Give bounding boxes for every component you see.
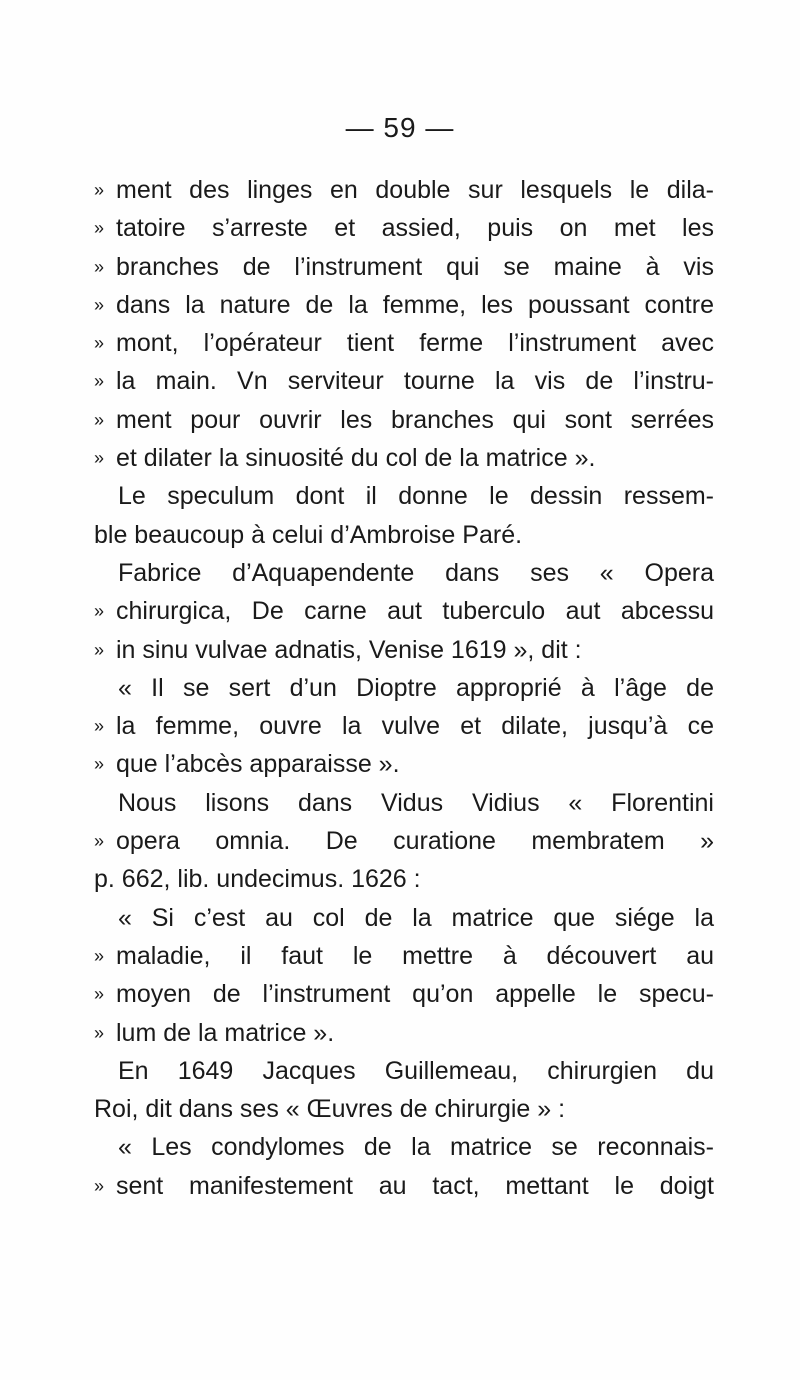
text-line xyxy=(94,1052,714,1090)
line-text: Nous lisons dans Vidus Vidius « Florentini xyxy=(118,788,714,817)
text-line xyxy=(94,784,714,822)
quote-mark: » xyxy=(94,831,105,852)
line-text: « Si c’est au col de la matrice que siége la xyxy=(118,903,714,932)
quote-mark: » xyxy=(94,294,105,315)
quote-mark: » xyxy=(94,180,105,200)
body-text xyxy=(94,171,714,1205)
quote-mark: » xyxy=(94,371,105,392)
quote-mark: » xyxy=(94,409,105,430)
quote-mark: » xyxy=(94,639,105,660)
quote-mark: » xyxy=(94,984,105,1005)
line-text: ment pour ouvrir les branches qui sont serrées xyxy=(116,405,714,434)
line-text: Fabrice d’Aquapendente dans ses « Opera xyxy=(118,558,714,587)
quote-mark: » xyxy=(94,256,105,277)
text-line xyxy=(94,1090,714,1128)
line-text: En 1649 Jacques Guillemeau, chirurgien du xyxy=(118,1056,714,1085)
text-line xyxy=(94,248,714,286)
text-line xyxy=(94,516,714,554)
line-text: p. 662, lib. undecimus. 1626 : xyxy=(94,865,421,894)
line-text: lum de la matrice ». xyxy=(116,1018,335,1047)
line-text: la femme, ouvre la vulve et dilate, jusqu’à ce xyxy=(116,712,714,741)
line-text: chirurgica, De carne aut tuberculo aut abcessu xyxy=(116,597,714,626)
text-line xyxy=(94,324,714,362)
line-text: « Les condylomes de la matrice se reconnais- xyxy=(118,1133,714,1162)
text-line xyxy=(94,554,714,592)
text-line xyxy=(94,439,714,477)
line-text: opera omnia. De curatione membratem » xyxy=(116,827,714,856)
page-number: — 59 — xyxy=(345,112,455,143)
line-text: in sinu vulvae adnatis, Venise 1619 », dit : xyxy=(116,635,582,664)
text-line xyxy=(94,362,714,400)
line-text: ble beaucoup à celui d’Ambroise Paré. xyxy=(94,520,523,549)
text-line xyxy=(94,631,714,669)
text-line xyxy=(94,592,714,630)
text-line xyxy=(94,745,714,783)
quote-mark: » xyxy=(94,945,105,966)
line-text: Roi, dit dans ses « Œuvres de chirurgie » : xyxy=(94,1095,566,1124)
text-line xyxy=(94,1014,714,1052)
line-text: sent manifestement au tact, mettant le doigt xyxy=(116,1171,714,1200)
text-line xyxy=(94,975,714,1013)
text-line xyxy=(94,899,714,937)
line-text: moyen de l’instrument qu’on appelle le specu- xyxy=(116,980,714,1009)
quote-mark: » xyxy=(94,218,105,239)
text-line xyxy=(94,209,714,247)
text-line xyxy=(94,822,714,860)
quote-mark: » xyxy=(94,1175,105,1196)
line-text: ment des linges en double sur lesquels le dila- xyxy=(116,176,714,204)
line-text: et dilater la sinuosité du col de la matrice ». xyxy=(116,444,596,473)
text-line xyxy=(94,1128,714,1166)
line-text: « Il se sert d’un Dioptre approprié à l’âge de xyxy=(118,673,714,702)
text-line xyxy=(94,1167,714,1205)
line-text: Le speculum dont il donne le dessin ressem- xyxy=(118,482,714,511)
text-line xyxy=(94,171,714,209)
line-text: la main. Vn serviteur tourne la vis de l’instru- xyxy=(116,367,714,396)
text-line xyxy=(94,286,714,324)
text-line xyxy=(94,707,714,745)
quote-mark: » xyxy=(94,448,105,469)
quote-mark: » xyxy=(94,1022,105,1043)
text-line xyxy=(94,401,714,439)
quote-mark: » xyxy=(94,754,105,775)
line-text: dans la nature de la femme, les poussant contre xyxy=(116,290,714,319)
quote-mark: » xyxy=(94,601,105,622)
text-line xyxy=(94,860,714,898)
text-line xyxy=(94,669,714,707)
line-text: maladie, il faut le mettre à découvert au xyxy=(116,941,714,970)
quote-mark: » xyxy=(94,716,105,737)
quote-mark: » xyxy=(94,333,105,354)
line-text: mont, l’opérateur tient ferme l’instrument avec xyxy=(116,329,714,358)
line-text: branches de l’instrument qui se maine à vis xyxy=(116,252,714,281)
line-text: que l’abcès apparaisse ». xyxy=(116,750,400,779)
text-line xyxy=(94,937,714,975)
text-line xyxy=(94,477,714,515)
line-text: tatoire s’arreste et assied, puis on met les xyxy=(116,214,714,243)
